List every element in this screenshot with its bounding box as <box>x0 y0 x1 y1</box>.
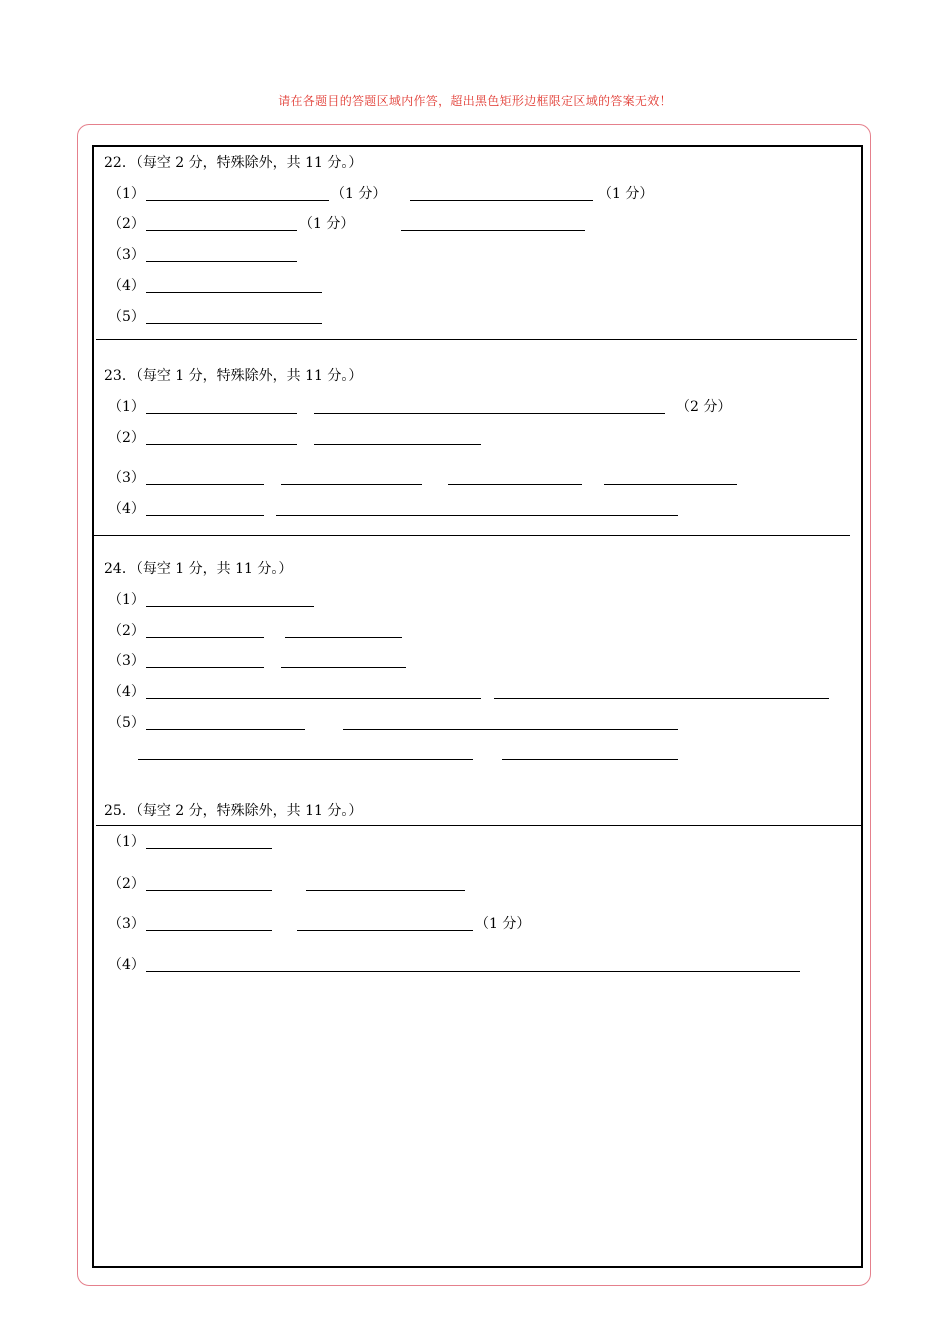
q22-part1-label: （1） <box>108 186 145 202</box>
q23-part2-blank-a[interactable] <box>146 444 297 445</box>
q24-part1-blank[interactable] <box>146 606 314 607</box>
q22-part2-blank-a[interactable] <box>146 230 297 231</box>
q23-part2-label: （2） <box>108 430 145 446</box>
answer-area-warning: 请在各题目的答题区域内作答，超出黑色矩形边框限定区域的答案无效！ <box>278 94 672 108</box>
answer-region-box <box>92 145 863 1268</box>
q25-part1-blank[interactable] <box>146 848 272 849</box>
q24-part5-blank-a[interactable] <box>146 729 305 730</box>
q24-part2-blank-b[interactable] <box>285 637 402 638</box>
q25-part3-score: （1 分） <box>475 916 531 932</box>
q25-part2-blank-b[interactable] <box>306 890 465 891</box>
q24-title: 24．（每空 1 分，共 11 分。） <box>104 561 293 577</box>
q22-divider <box>96 339 857 340</box>
q24-part5-blank-b[interactable] <box>343 729 678 730</box>
q22-part1-blank-a[interactable] <box>146 200 329 201</box>
q23-part3-blank-a[interactable] <box>146 484 264 485</box>
q24-divider <box>96 825 861 826</box>
q24-part4-blank-a[interactable] <box>146 698 481 699</box>
q25-part1-label: （1） <box>108 834 145 850</box>
q23-part1-blank-a[interactable] <box>146 413 297 414</box>
q23-part3-blank-c[interactable] <box>448 484 582 485</box>
q24-part4-label: （4） <box>108 684 145 700</box>
q25-part3-blank-b[interactable] <box>297 930 473 931</box>
q23-title: 23．（每空 1 分，特殊除外，共 11 分。） <box>104 368 363 384</box>
q25-title: 25．（每空 2 分，特殊除外，共 11 分。） <box>104 803 363 819</box>
q24-part2-blank-a[interactable] <box>146 637 264 638</box>
q25-part2-label: （2） <box>108 876 145 892</box>
q22-part3-label: （3） <box>108 247 145 263</box>
q25-part2-blank-a[interactable] <box>146 890 272 891</box>
q23-part3-blank-d[interactable] <box>604 484 737 485</box>
q25-part4-blank[interactable] <box>146 971 800 972</box>
q22-part2-blank-b[interactable] <box>401 230 585 231</box>
q22-part1-score-b: （1 分） <box>598 186 654 202</box>
q24-part5-label: （5） <box>108 715 145 731</box>
q23-part3-blank-b[interactable] <box>281 484 422 485</box>
q23-divider <box>92 535 850 536</box>
q23-part3-label: （3） <box>108 470 145 486</box>
q22-part1-score-a: （1 分） <box>331 186 387 202</box>
q22-part4-blank[interactable] <box>146 292 322 293</box>
q22-part5-blank[interactable] <box>146 323 322 324</box>
q24-part2-label: （2） <box>108 623 145 639</box>
q22-title: 22．（每空 2 分，特殊除外，共 11 分。） <box>104 155 363 171</box>
q25-part3-label: （3） <box>108 916 145 932</box>
q23-part1-label: （1） <box>108 399 145 415</box>
q24-part3-blank-a[interactable] <box>146 667 264 668</box>
q24-part4-blank-b[interactable] <box>494 698 829 699</box>
q22-part2-label: （2） <box>108 216 145 232</box>
q23-part4-blank-a[interactable] <box>146 515 264 516</box>
q23-part4-blank-b[interactable] <box>276 515 678 516</box>
q24-part5-blank-d[interactable] <box>502 759 678 760</box>
q23-part2-blank-b[interactable] <box>314 444 481 445</box>
q24-part5-blank-c[interactable] <box>138 759 473 760</box>
q22-part2-score: （1 分） <box>299 216 355 232</box>
q22-part5-label: （5） <box>108 309 145 325</box>
q25-part4-label: （4） <box>108 957 145 973</box>
q23-part1-score: （2 分） <box>676 399 732 415</box>
q23-part4-label: （4） <box>108 501 145 517</box>
q22-part1-blank-b[interactable] <box>410 200 593 201</box>
q24-part1-label: （1） <box>108 592 145 608</box>
q25-part3-blank-a[interactable] <box>146 930 272 931</box>
q24-part3-blank-b[interactable] <box>281 667 406 668</box>
q23-part1-blank-b[interactable] <box>314 413 665 414</box>
q22-part4-label: （4） <box>108 278 145 294</box>
q22-part3-blank[interactable] <box>146 261 297 262</box>
q24-part3-label: （3） <box>108 653 145 669</box>
